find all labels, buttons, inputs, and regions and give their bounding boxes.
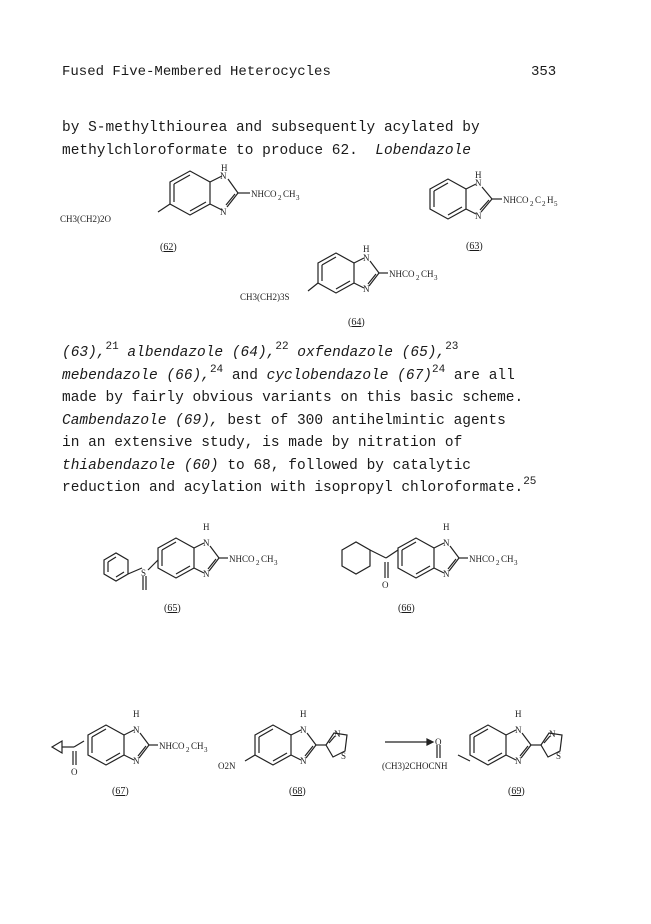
compound-label-64: (64) — [348, 317, 365, 328]
svg-text:3: 3 — [514, 559, 518, 567]
svg-text:CH: CH — [501, 554, 514, 564]
structure-66 — [340, 520, 570, 600]
structure-62 — [60, 163, 300, 245]
svg-text:H: H — [363, 244, 370, 254]
svg-text:O: O — [71, 767, 78, 777]
structure-64 — [240, 244, 438, 315]
svg-text:2: 2 — [496, 559, 500, 567]
structure-68 — [215, 705, 365, 785]
svg-text:N: N — [220, 171, 227, 181]
text-line: in an extensive study, is made by nitration of — [62, 435, 463, 451]
substituent-text: CH3(CH2)3S — [240, 292, 290, 302]
svg-text:N: N — [443, 538, 450, 548]
svg-text:N: N — [133, 756, 140, 766]
svg-text:S: S — [556, 751, 562, 761]
svg-text:H: H — [475, 170, 482, 180]
paragraph-1 — [62, 117, 602, 162]
structure-63 — [420, 170, 580, 235]
compound-label-62: (62) — [160, 242, 177, 253]
svg-text:N: N — [549, 729, 556, 739]
svg-text:2: 2 — [416, 274, 420, 282]
svg-text:N: N — [515, 756, 522, 766]
svg-text:3: 3 — [274, 559, 278, 567]
svg-text:NHCO: NHCO — [251, 189, 277, 199]
svg-text:N: N — [220, 207, 227, 217]
text-line: methylchloroformate to produce 62. Lobendazole — [62, 142, 471, 159]
substituent-text: CH3(CH2)2O — [60, 214, 111, 224]
svg-text:H: H — [221, 163, 228, 173]
svg-text:3: 3 — [204, 746, 208, 754]
svg-text:N: N — [363, 284, 370, 294]
svg-text:N: N — [363, 253, 370, 263]
compound-label-63: (63) — [466, 241, 483, 252]
italic-term: Lobendazole — [375, 142, 471, 159]
svg-text:NHCO: NHCO — [389, 269, 415, 279]
svg-text:C: C — [535, 195, 542, 205]
compound-label-67: (67) — [112, 786, 129, 797]
compound-label-66: (66) — [398, 603, 415, 614]
compound-label-68: (68) — [289, 786, 306, 797]
svg-text:N: N — [443, 569, 450, 579]
text-line: reduction and acylation with isopropyl chloroformate.$^{25}$ — [62, 476, 537, 496]
structure-69 — [380, 705, 610, 785]
compound-label-65: (65) — [164, 603, 181, 614]
svg-text:CH: CH — [191, 741, 204, 751]
compound-label-69: (69) — [508, 786, 525, 797]
svg-text:2: 2 — [186, 746, 190, 754]
text-line: (63),$^{21}$ albendazole (64),$^{22}$ oxfendazole (65),$^{23}$ — [62, 341, 459, 361]
substituent-text: (CH3)2CHOCNH — [382, 761, 448, 771]
svg-text:CH: CH — [421, 269, 434, 279]
structure-67 — [50, 705, 240, 785]
svg-text:CH: CH — [283, 189, 296, 199]
svg-text:N: N — [203, 569, 210, 579]
svg-text:H: H — [133, 709, 140, 719]
svg-text:CH: CH — [261, 554, 274, 564]
svg-text:2: 2 — [278, 194, 282, 202]
svg-text:3: 3 — [296, 194, 300, 202]
paragraph-2 — [62, 342, 602, 500]
svg-text:NHCO: NHCO — [159, 741, 185, 751]
svg-text:5: 5 — [554, 200, 558, 208]
svg-text:3: 3 — [434, 274, 438, 282]
page-number: 353 — [531, 64, 557, 80]
svg-text:H: H — [203, 522, 210, 532]
svg-text:N: N — [475, 211, 482, 221]
svg-text:2: 2 — [256, 559, 260, 567]
svg-text:H: H — [300, 709, 307, 719]
text-line: made by fairly obvious variants on this basic scheme. — [62, 390, 524, 406]
svg-text:N: N — [515, 725, 522, 735]
svg-text:NHCO: NHCO — [503, 195, 529, 205]
running-header-title: Fused Five-Membered Heterocycles — [62, 64, 331, 80]
structure-65 — [100, 520, 300, 600]
svg-text:2: 2 — [530, 200, 534, 208]
text-line: thiabendazole (60) to 68, followed by catalytic — [62, 457, 471, 474]
svg-text:H: H — [443, 522, 450, 532]
substituent-text: O2N — [218, 761, 236, 771]
text-line: mebendazole (66),$^{24}$ and cyclobendazole $(67)^{24}$ are all — [62, 363, 515, 384]
svg-text:2: 2 — [542, 200, 546, 208]
svg-text:N: N — [133, 725, 140, 735]
text-line: by S-methylthiourea and subsequently acylated by — [62, 120, 480, 136]
svg-text:O: O — [435, 737, 442, 747]
svg-text:NHCO: NHCO — [469, 554, 495, 564]
svg-text:N: N — [203, 538, 210, 548]
svg-text:N: N — [300, 725, 307, 735]
svg-text:S: S — [341, 751, 347, 761]
svg-text:H: H — [547, 195, 554, 205]
svg-text:N: N — [334, 729, 341, 739]
svg-text:NHCO: NHCO — [229, 554, 255, 564]
svg-text:H: H — [515, 709, 522, 719]
text-line: Cambendazole (69), best of 300 antihelmintic agents — [62, 412, 506, 429]
svg-text:N: N — [475, 178, 482, 188]
svg-text:O: O — [382, 580, 389, 590]
svg-text:N: N — [300, 756, 307, 766]
svg-text:S: S — [141, 568, 147, 578]
